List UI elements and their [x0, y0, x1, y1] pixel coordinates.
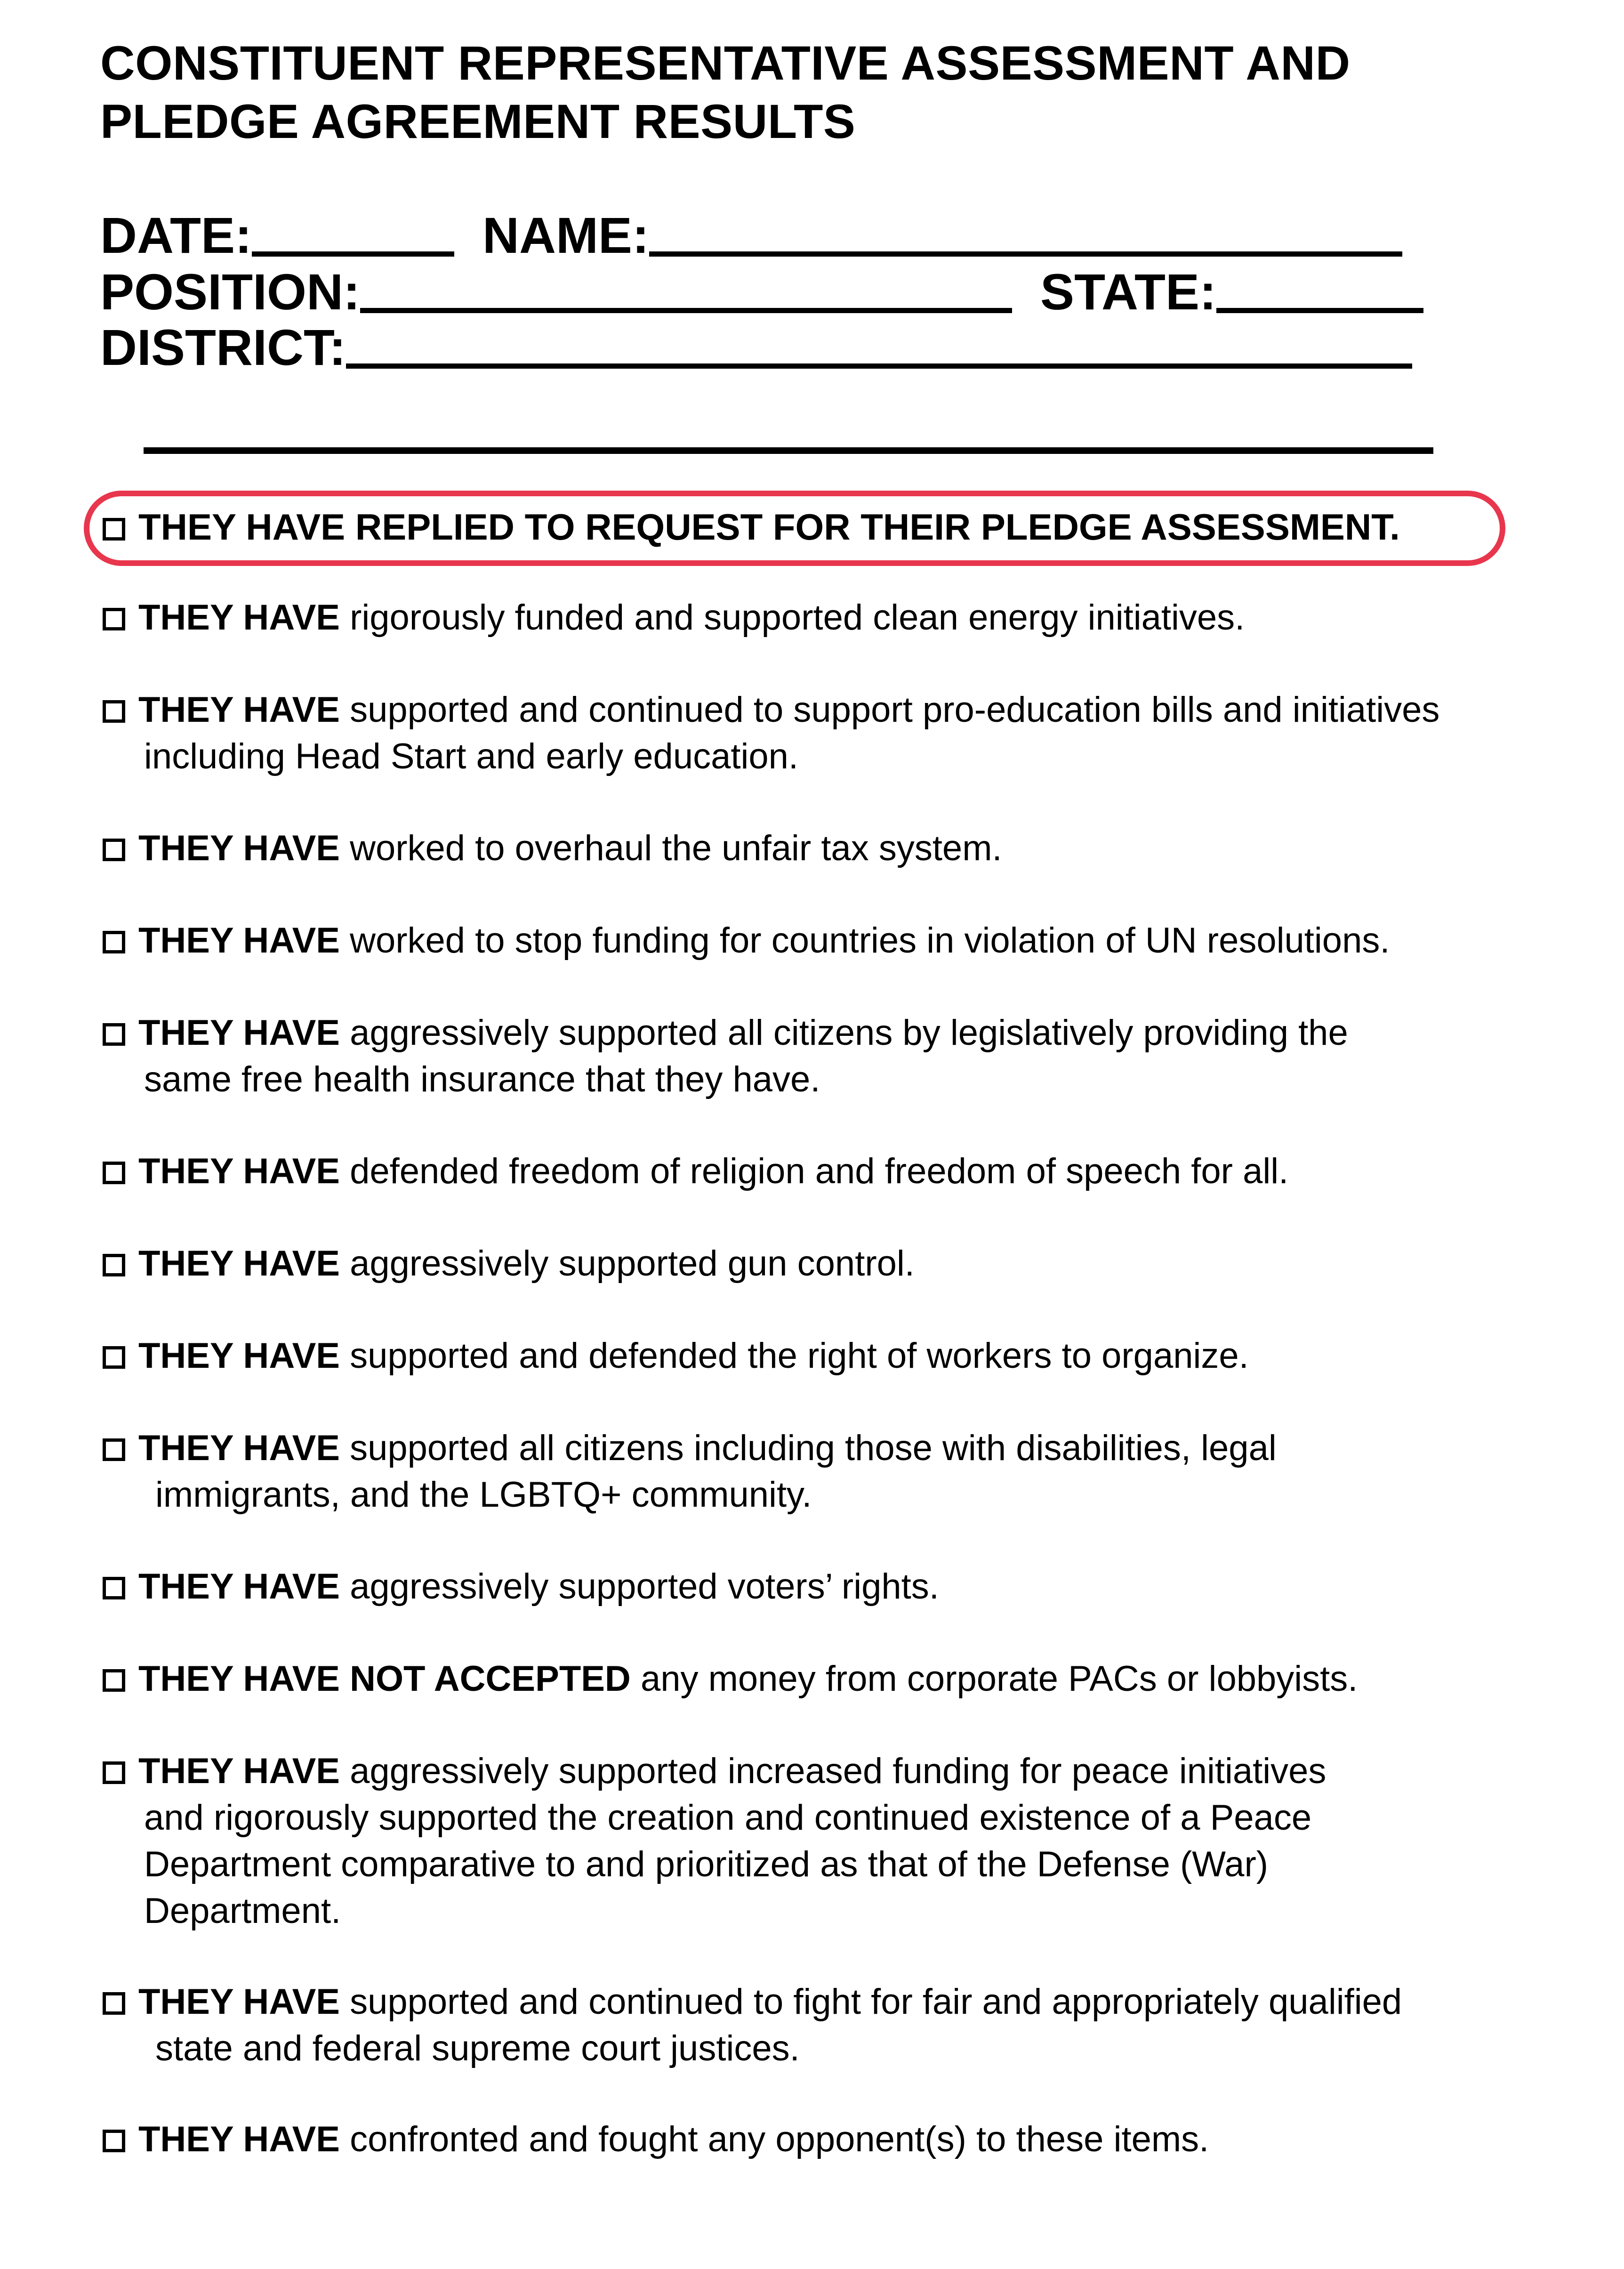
item-text: THEY HAVE REPLIED TO REQUEST FOR THEIR PLEDGE ASSESSMENT. — [138, 506, 1400, 548]
date-label: DATE: — [100, 207, 252, 264]
item-text: worked to stop funding for countries in violation of UN resolutions. — [339, 921, 1390, 961]
item-text-continued: immigrants, and the LGBTQ+ community. — [155, 1475, 812, 1515]
item-lead: THEY HAVE — [138, 921, 340, 961]
item-text: aggressively supported voters’ rights. — [339, 1566, 939, 1607]
checkbox[interactable] — [103, 518, 125, 541]
item-lead: THEY HAVE — [138, 828, 340, 868]
checkbox[interactable] — [103, 1346, 125, 1369]
item-text-continued: state and federal supreme court justices. — [155, 2028, 800, 2068]
item-text-continued: Department comparative to and prioritized as that of the Defense (War) — [144, 1844, 1269, 1884]
checkbox[interactable] — [103, 1992, 125, 2015]
item-text-continued: and rigorously supported the creation and continued existence of a Peace — [144, 1798, 1312, 1838]
item-text: aggressively supported all citizens by legislatively providing the — [339, 1013, 1348, 1053]
title-line-1: CONSTITUENT REPRESENTATIVE ASSESSMENT AND — [100, 36, 1351, 90]
position-state-row — [100, 264, 1423, 320]
item-text: aggressively supported increased funding for peace initiatives — [339, 1751, 1327, 1791]
date-field[interactable] — [252, 209, 454, 257]
checkbox[interactable] — [103, 2130, 125, 2152]
item-text: supported all citizens including those with disabilities, legal — [339, 1428, 1277, 1468]
checkbox[interactable] — [103, 1438, 125, 1461]
item-lead: THEY HAVE — [138, 1244, 340, 1284]
item-lead: THEY HAVE — [138, 1751, 340, 1791]
checklist-item — [103, 1978, 1402, 2072]
checklist-item — [103, 1748, 1326, 1934]
name-field[interactable] — [649, 209, 1402, 257]
checklist-item — [103, 1240, 915, 1287]
checklist-item-replied — [103, 504, 1400, 550]
checkbox[interactable] — [103, 700, 125, 723]
checklist-item — [103, 594, 1245, 641]
item-text-continued: including Head Start and early education. — [144, 736, 799, 776]
item-text-continued: Department. — [144, 1891, 341, 1931]
checkbox[interactable] — [103, 1761, 125, 1784]
state-label: STATE: — [1040, 263, 1216, 320]
item-lead: THEY HAVE — [138, 1566, 340, 1607]
checkbox[interactable] — [103, 839, 125, 861]
checkbox[interactable] — [103, 1577, 125, 1599]
item-text: aggressively supported gun control. — [339, 1244, 915, 1284]
item-text: supported and continued to fight for fair and appropriately qualified — [339, 1982, 1402, 2022]
item-lead: THEY HAVE — [138, 598, 340, 638]
checklist-item — [103, 825, 1002, 872]
item-text-continued: same free health insurance that they have. — [144, 1059, 820, 1099]
item-text: any money from corporate PACs or lobbyists. — [630, 1659, 1358, 1699]
position-field[interactable] — [360, 266, 1012, 313]
checklist-item — [103, 1332, 1249, 1379]
checklist-item — [103, 686, 1439, 780]
district-field[interactable] — [346, 321, 1412, 369]
checkbox[interactable] — [103, 608, 125, 630]
checkbox[interactable] — [103, 931, 125, 953]
position-label: POSITION: — [100, 263, 361, 320]
item-lead: THEY HAVE — [138, 1428, 340, 1468]
item-text: supported and continued to support pro-education bills and initiatives — [339, 690, 1440, 730]
checkbox[interactable] — [103, 1023, 125, 1046]
item-lead: THEY HAVE — [138, 1013, 340, 1053]
district-label: DISTRICT: — [100, 319, 346, 376]
checklist-item — [103, 1563, 939, 1610]
checklist-item — [103, 2116, 1209, 2163]
page-title — [100, 34, 1351, 151]
item-lead: THEY HAVE — [138, 1336, 340, 1376]
item-lead: THEY HAVE — [138, 1151, 340, 1191]
item-text: worked to overhaul the unfair tax system. — [339, 828, 1002, 868]
checklist-item — [103, 1148, 1288, 1195]
signature-line — [144, 447, 1433, 454]
checklist-item — [103, 1425, 1277, 1518]
state-field[interactable] — [1216, 266, 1423, 313]
checkbox[interactable] — [103, 1669, 125, 1692]
checklist-item — [103, 1009, 1348, 1103]
item-text: confronted and fought any opponent(s) to these items. — [339, 2119, 1209, 2159]
checklist-item — [103, 1655, 1358, 1702]
item-lead: THEY HAVE NOT ACCEPTED — [138, 1659, 631, 1699]
item-lead: THEY HAVE — [138, 2119, 340, 2159]
district-row — [100, 319, 1412, 376]
checkbox[interactable] — [103, 1254, 125, 1276]
item-lead: THEY HAVE — [138, 690, 340, 730]
checkbox[interactable] — [103, 1162, 125, 1184]
title-line-2: PLEDGE AGREEMENT RESULTS — [100, 95, 856, 148]
item-text: defended freedom of religion and freedom of speech for all. — [339, 1151, 1289, 1191]
date-name-row — [100, 207, 1402, 264]
item-lead: THEY HAVE — [138, 1982, 340, 2022]
item-text: supported and defended the right of workers to organize. — [339, 1336, 1249, 1376]
checklist-item — [103, 917, 1390, 964]
item-text: rigorously funded and supported clean energy initiatives. — [339, 598, 1245, 638]
name-label: NAME: — [482, 207, 649, 264]
